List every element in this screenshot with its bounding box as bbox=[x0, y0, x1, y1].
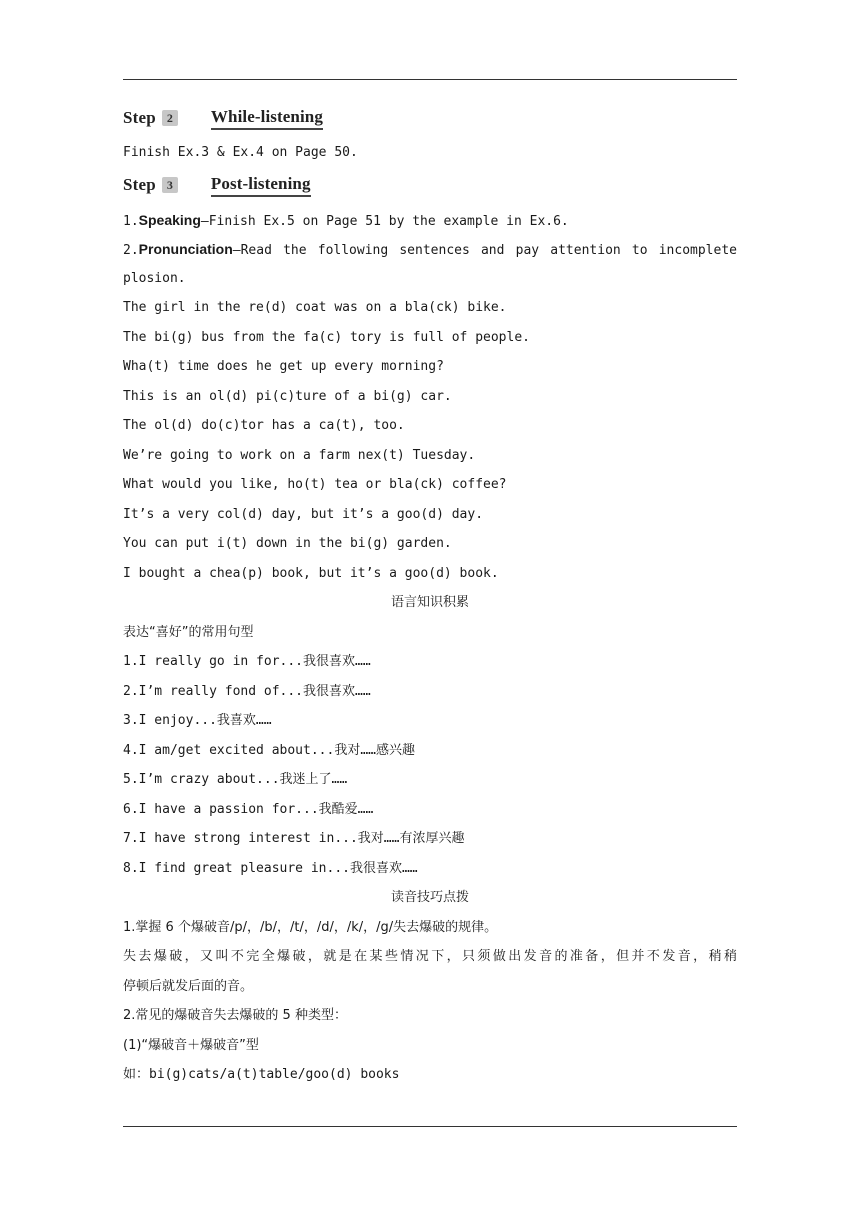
tip-line: 1.掌握 6 个爆破音/p/，/b/，/t/，/d/，/k/，/g/失去爆破的规律。 bbox=[123, 920, 498, 935]
tip-line: 失去爆破，又叫不完全爆破，就是在某些情况下，只须做出发音的准备，但并不发音，稍稍 bbox=[123, 949, 737, 964]
top-rule bbox=[123, 79, 737, 80]
sentence: I bought a chea(p) book, but it’s a goo(d) book. bbox=[123, 566, 499, 581]
sentence: What would you like, ho(t) tea or bla(ck) coffee? bbox=[123, 477, 507, 492]
speaking-number: 1. bbox=[123, 214, 139, 229]
tip-line: 停顿后就发后面的音。 bbox=[123, 979, 254, 994]
sentence: The girl in the re(d) coat was on a bla(ck) bike. bbox=[123, 300, 507, 315]
sentence: The bi(g) bus from the fa(c) tory is full of people. bbox=[123, 330, 530, 345]
step-title: While-listening bbox=[211, 107, 323, 130]
expression-item: 8.I find great pleasure in...我很喜欢…… bbox=[123, 861, 418, 876]
expression-item: 4.I am/get excited about...我对……感兴趣 bbox=[123, 743, 415, 758]
expression-item: 5.I’m crazy about...我迷上了…… bbox=[123, 772, 348, 787]
pronunciation-label: Pronunciation bbox=[138, 241, 233, 257]
speaking-label: Speaking bbox=[138, 212, 201, 228]
bottom-rule bbox=[123, 1126, 737, 1127]
expression-item: 7.I have strong interest in...我对……有浓厚兴趣 bbox=[123, 831, 465, 846]
step-number-badge: 2 bbox=[162, 110, 178, 126]
sentence: We’re going to work on a farm nex(t) Tuesday. bbox=[123, 448, 476, 463]
step-2-instruction: Finish Ex.3 & Ex.4 on Page 50. bbox=[123, 145, 358, 160]
section-title-pronunciation-tips: 读音技巧点拨 bbox=[390, 890, 469, 905]
expression-item: 2.I’m really fond of...我很喜欢…… bbox=[123, 684, 371, 699]
pronunciation-text: —Read the following sentences and pay attention to incomplete bbox=[232, 243, 737, 258]
sentence: The ol(d) do(c)tor has a ca(t), too. bbox=[123, 418, 405, 433]
pronunciation-task-cont: plosion. bbox=[123, 271, 186, 286]
expression-item: 1.I really go in for...我很喜欢…… bbox=[123, 654, 371, 669]
tip-line: (1)“爆破音＋爆破音”型 bbox=[123, 1038, 259, 1053]
sentence: This is an ol(d) pi(c)ture of a bi(g) car. bbox=[123, 389, 452, 404]
step-word: Step bbox=[123, 108, 156, 127]
pronunciation-task bbox=[123, 240, 737, 260]
step-3-heading bbox=[123, 173, 311, 197]
speaking-text: —Finish Ex.5 on Page 51 by the example in Ex.6. bbox=[200, 214, 569, 229]
section-title-language-knowledge: 语言知识积累 bbox=[390, 595, 469, 610]
step-2-heading bbox=[123, 106, 323, 130]
step-number-badge: 3 bbox=[162, 177, 178, 193]
pronunciation-number: 2. bbox=[123, 243, 139, 258]
section-subtitle-preferences: 表达“喜好”的常用句型 bbox=[123, 625, 254, 640]
expression-item: 6.I have a passion for...我酷爱…… bbox=[123, 802, 374, 817]
tip-example: 如：bi(g)cats/a(t)table/goo(d) books bbox=[123, 1067, 400, 1082]
step-title: Post-listening bbox=[211, 174, 311, 197]
sentence: You can put i(t) down in the bi(g) garden. bbox=[123, 536, 452, 551]
speaking-task bbox=[123, 211, 569, 231]
sentence: Wha(t) time does he get up every morning? bbox=[123, 359, 444, 374]
expression-item: 3.I enjoy...我喜欢…… bbox=[123, 713, 272, 728]
step-word: Step bbox=[123, 175, 156, 194]
tip-line: 2.常见的爆破音失去爆破的 5 种类型： bbox=[123, 1008, 347, 1023]
sentence: It’s a very col(d) day, but it’s a goo(d) day. bbox=[123, 507, 484, 522]
